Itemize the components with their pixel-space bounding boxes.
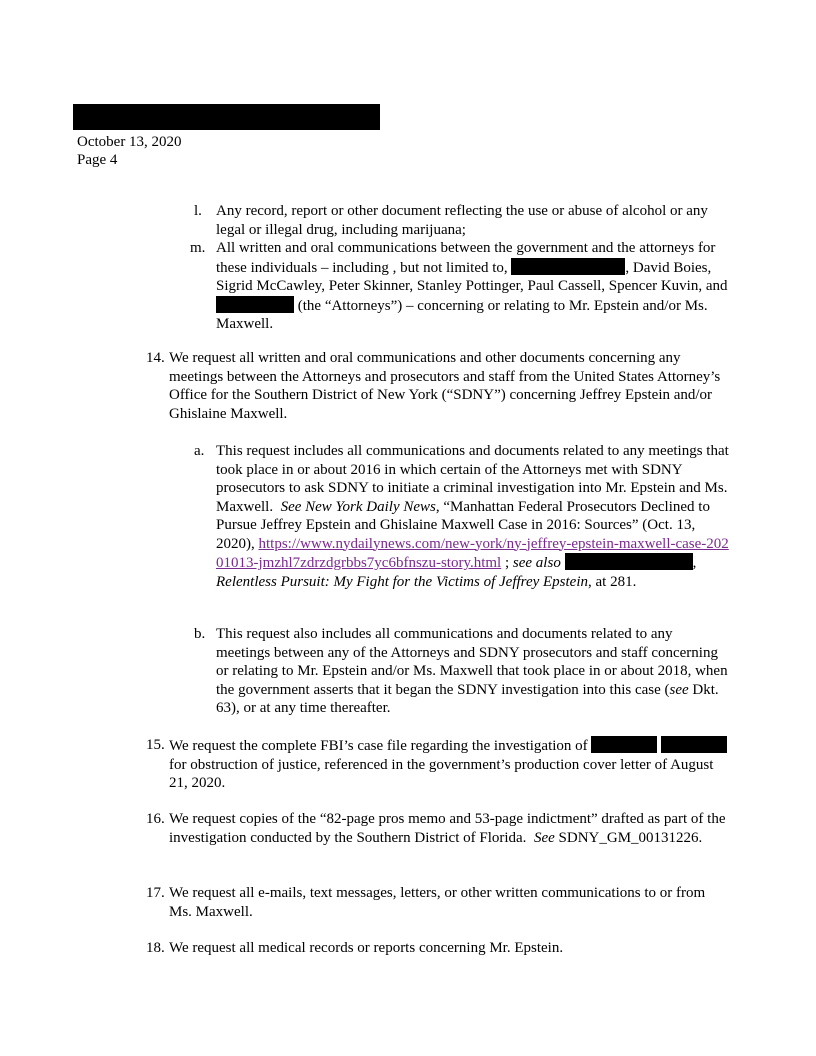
redaction-box-recipient (73, 104, 380, 130)
item-16-text1: We request copies of the “82-page pros memo and 53-page indictment” drafted as part of the investigation conducted by the Southern District of Florida. (169, 811, 726, 846)
redaction-box (591, 736, 657, 753)
subitem-m-part2: , David Boies, Sigrid McCawley, Peter Skinner, Stanley Pottinger, Paul Cassell, Spencer Kuvin, and (216, 259, 728, 294)
subitem-14b-text1: This request also includes all communications and documents related to any meetings between any of the Attorneys and SDNY prosecutors and staff concerning or relating to Mr. Epstein and/or Ms. Maxwell that took place in or about 2018, when the government asserts that it began the SDNY investigation into this case ( (216, 626, 728, 698)
item-label-18: 18. (146, 940, 165, 956)
redaction-box (216, 296, 294, 313)
subitem-text-14b (216, 625, 730, 718)
page-number: Page 4 (77, 152, 118, 168)
item-label-17: 17. (146, 885, 165, 901)
subitem-14a-text1: This request includes all communications and documents related to any meetings that took place in or about 2016 in which certain of the Attorneys met with SDNY prosecutors to ask SDNY to initiate a criminal investigation into Mr. Epstein and Ms. Maxwell. (216, 443, 729, 515)
subitem-m-part1: All written and oral communications between the government and the attorneys for these individuals – including , but not limited to, (216, 240, 716, 276)
redaction-box (511, 258, 625, 275)
item-label-15: 15. (146, 737, 165, 753)
item-text-18: We request all medical records or reports concerning Mr. Epstein. (169, 940, 564, 956)
news-article-link[interactable]: https://www.nydailynews.com/new-york/ny-jeffrey-epstein-maxwell-case-20201013-jmzhl7zdrzdgrbbs7yc6bfnszu-story.html (216, 535, 729, 571)
item-16-see: See (533, 829, 555, 846)
subitem-14a-text3: ; (501, 555, 510, 571)
item-text-17: We request all e-mails, text messages, letters, or other written communications to or from Ms. Maxwell. (169, 885, 706, 920)
redaction-box (565, 553, 693, 570)
item-text-14: We request all written and oral communications and other documents concerning any meetings between the Attorneys and prosecutors and staff from the United States Attorney’s Office for the Southern District of New York (“SDNY”) concerning Jeffrey Epstein and/or Ghislaine Maxwell. (169, 350, 721, 422)
subitem-14b-text2: Dkt. 63), or at any time thereafter. (216, 681, 719, 716)
item-label-14: 14. (146, 350, 165, 366)
subitem-14a-text4: , at 281. (588, 573, 637, 590)
subitem-text-14a: This request includes all communications and documents related to any meetings that took place in or about 2016 in which certain of the Attorneys met with SDNY prosecutors to ask SDNY to initiate a criminal investigation into Mr. Epstein and Ms. Maxwell. See New York Daily News, “Manhattan Federal Prosecutors Declined to Pursue Jeffrey Epstein and Ghislaine Maxwell Case in 2016: Sources” (Oct. 13, 2020), https://www.nydailynews.com/new-york/ny-jeffrey-epstein-maxwell-case-20201013-jmzhl7zdrzdgrbbs7yc6bfnszu-story.html ; see also , Relentless Pursuit: My Fight for the Victims of Jeffrey Epstein, at 281. (216, 443, 729, 590)
item-15-text1: We request the complete FBI’s case file regarding the investigation of (169, 738, 588, 754)
subitem-label-14b: b. (194, 626, 206, 642)
subitem-label-m: m. (190, 240, 206, 256)
subitem-label-l: l. (194, 203, 202, 219)
subitem-text-m (216, 239, 732, 334)
item-16-text2: SDNY_GM_00131226. (558, 829, 703, 846)
letter-date: October 13, 2020 (77, 134, 182, 150)
subitem-14a-book-title: Relentless Pursuit: My Fight for the Victims of Jeffrey Epstein (216, 573, 588, 590)
subitem-14a-text2: , “Manhattan Federal Prosecutors Declined to Pursue Jeffrey Epstein and Ghislaine Maxwell Case in 2016: Sources” (Oct. 13, 2020), (216, 498, 710, 552)
subitem-14a-see-also: see also (512, 555, 561, 571)
subitem-label-14a: a. (194, 443, 205, 459)
redaction-box (661, 736, 727, 753)
subitem-14a-see: See New York Daily News (280, 498, 436, 515)
item-text-16 (169, 810, 731, 847)
subitem-14b-see: see (669, 681, 689, 698)
item-label-16: 16. (146, 811, 165, 827)
subitem-text-l: Any record, report or other document reflecting the use or abuse of alcohol or any legal or illegal drug, including marijuana; (216, 203, 708, 238)
item-text-15 (169, 736, 731, 793)
item-15-text2: for obstruction of justice, referenced in the government’s production cover letter of August 21, 2020. (169, 756, 714, 791)
subitem-m-part3: (the “Attorneys”) – concerning or relating to Mr. Epstein and/or Ms. Maxwell. (216, 297, 708, 332)
